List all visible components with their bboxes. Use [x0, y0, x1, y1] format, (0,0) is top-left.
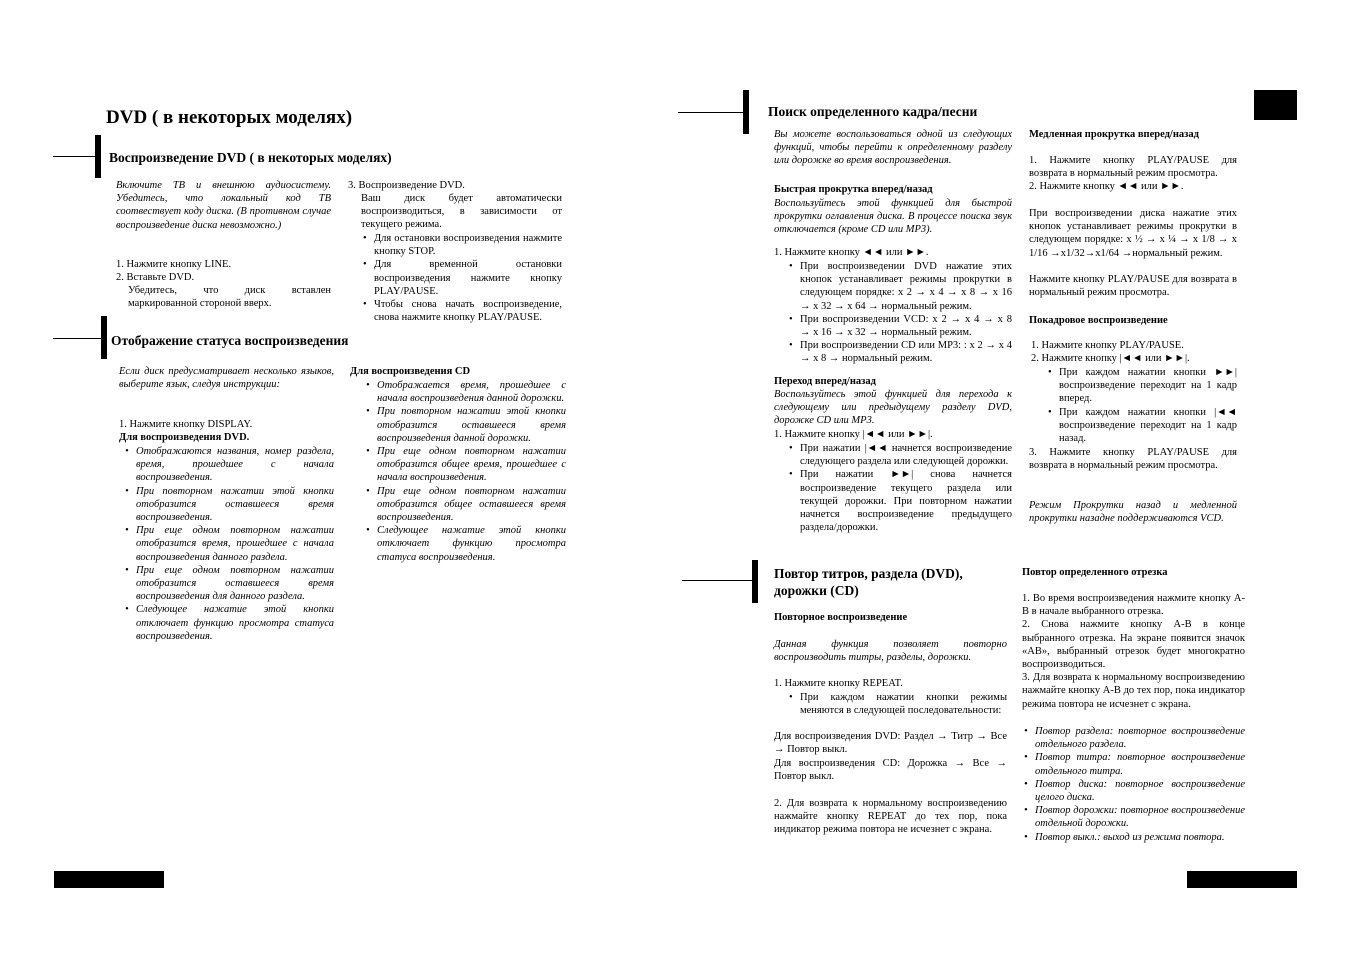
repeat-list	[787, 691, 1007, 717]
frame-step-1: 1. Нажмите кнопку PLAY/PAUSE.	[1031, 340, 1184, 351]
page-title: DVD ( в некоторых моделях)	[106, 107, 353, 128]
list-item: • При повторном нажатии этой кнопки отобразится оставшееся время воспроизведения.	[123, 485, 334, 525]
list-item: • При еще одном повторном нажатии отобразится общее время, прошедшее с начала воспроизведения.	[364, 445, 566, 485]
dvd-intro-text: Включите ТВ и внешнюю аудиосистему. Убедитесь, что локальный код ТВ соотвествует коду диска. (В противном случае воспроизведение диска невозможно.)	[116, 180, 331, 231]
list-item: • При каждом нажатии кнопки режимы меняются в следующей последовательности:	[787, 691, 1007, 717]
list-item: • При воспроизведении VCD: x 2 → x 4 → x 8 → x 16 → x 32 → нормальный режим.	[787, 313, 1012, 339]
fast-scan-title: Быстрая прокрутка вперед/назад	[774, 184, 933, 195]
footer-bar-left	[54, 871, 164, 888]
heading-rule	[53, 156, 95, 157]
frame-step-3: 3. Нажмите кнопку PLAY/PAUSE для возврата в нормальный режим просмотра.	[1029, 447, 1237, 472]
heading-rule	[678, 112, 743, 113]
list-item: • Повтор диска: повторное воспроизведение целого диска.	[1022, 778, 1245, 804]
section-heading-status-display: Отображение статуса воспроизведения	[111, 333, 349, 348]
repeat-step-1: 1. Нажмите кнопку REPEAT.	[774, 678, 903, 689]
ab-repeat-steps	[1022, 592, 1245, 711]
heading-marker	[743, 90, 749, 134]
dvd-step-2-note: Убедитесь, что диск вставлен маркированной стороной вверх.	[128, 285, 331, 310]
heading-rule	[53, 338, 101, 339]
dvd-step-1: 1. Нажмите кнопку LINE.	[116, 259, 232, 270]
list-item: 1. Нажмите кнопку PLAY/PAUSE для возврата в нормальный режим просмотра.	[1029, 155, 1237, 180]
frame-list	[1046, 366, 1237, 445]
list-item: 3. Для возврата к нормальному воспроизведению нажмайте кнопку A-B до тех пор, пока индикатор режима повтора не исчезнет с экрана.	[1022, 672, 1245, 710]
slow-scan-text: При воспроизведении диска нажатие этих кнопок устанавливает режимы прокрутки в следующем порядке: x ½ → x ¼ → x 1/8 → x 1/16 →x1/32→x1/64 →нормальный режим.	[1029, 208, 1237, 259]
list-item: • Отображается время, прошедшее с начала воспроизведения данной дорожки.	[364, 379, 566, 405]
list-item: • Следующее нажатие этой кнопки отключает функцию просмотра статуса воспроизведения.	[123, 603, 334, 643]
skip-step-1: 1. Нажмите кнопку |◄◄ или ►►|.	[774, 429, 933, 440]
list-item: • При повторном нажатии этой кнопки отобразится оставшееся время воспроизведения данной дорожки.	[364, 405, 566, 445]
list-item: • Повтор титра: повторное воспроизведение отдельного титра.	[1022, 751, 1245, 777]
search-intro-text: Вы можете воспользоваться одной из следующих функций, чтобы перейти к определенному разделу или дорожке во время воспроизведения.	[774, 129, 1012, 167]
frame-advance-title: Покадровое воспроизведение	[1029, 315, 1168, 326]
dvd-status-title: Для воспроизведения DVD.	[119, 432, 250, 443]
repeat-intro: Данная функция позволяет повторно воспроизводить титры, разделы, дорожки.	[774, 639, 1007, 664]
frame-step-2: 2. Нажмите кнопку |◄◄ или ►►|.	[1031, 353, 1190, 364]
list-item: • Для остановки воспроизведения нажмите кнопку STOP.	[361, 232, 562, 258]
list-item: 2. Снова нажмите кнопку A-B в конце выбранного отрезка. На экране появится значок «AB», выбранный отрезок будет многократно воспроизводиться.	[1022, 619, 1245, 671]
dvd-step-2: 2. Вставьте DVD.	[116, 272, 195, 283]
status-intro-text: Если диск предусматривает несколько языков, выберите язык, следуя инструкции:	[119, 366, 334, 391]
slow-scan-text-2: Нажмите кнопку PLAY/PAUSE для возврата в нормальный режим просмотра.	[1029, 274, 1237, 299]
list-item: • При еще одном повторном нажатии отобразится время, прошедшее с начала воспроизведения данного раздела.	[123, 524, 334, 564]
fast-scan-list	[787, 260, 1012, 366]
list-item: • Отображаются названия, номер раздела, время, прошедшее с начала воспроизведения.	[123, 445, 334, 485]
list-item: • При каждом нажатии кнопки |◄◄ воспроизведение переходит на 1 кадр назад.	[1046, 406, 1237, 446]
list-item: • Повтор выкл.: выход из режима повтора.	[1022, 831, 1245, 844]
ab-repeat-list	[1022, 725, 1245, 844]
skip-intro: Воспользуйтесь этой функцией для перехода к следующему или предыдущему разделу DVD, дорожке CD или MP3.	[774, 389, 1012, 427]
dvd-control-list	[361, 232, 562, 324]
list-item: • При еще одном повторном нажатии отобразится оставшееся время воспроизведения для данного раздела.	[123, 564, 334, 604]
dvd-step-3-text: Ваш диск будет автоматически воспроизводиться, в зависимости от текущего режима.	[361, 193, 562, 231]
list-item: • При еще одном повторном нажатии отобразится общее оставшееся время воспроизведения.	[364, 485, 566, 525]
list-item: 1. Во время воспроизведения нажмите кнопку A-B в начале выбранного отрезка.	[1022, 593, 1245, 618]
list-item: • При воспроизведении DVD нажатие этих кнопок устанавливает режимы прокрутки в следующем порядке: x 2 → x 4 → x 8 → x 16 → x 32 → x 64 → нормальный режим.	[787, 260, 1012, 313]
list-item: • При каждом нажатии кнопки ►►| воспроизведение переходит на 1 кадр вперед.	[1046, 366, 1237, 406]
list-item: 2. Нажмите кнопку ◄◄ или ►►.	[1029, 181, 1184, 193]
heading-marker	[752, 560, 758, 603]
list-item: • Для временной остановки воспроизведения нажмите кнопку PLAY/PAUSE.	[361, 258, 562, 298]
vcd-note: Режим Прокрутки назад и медленной прокрутки назадне поддерживаются VCD.	[1029, 500, 1237, 525]
fast-scan-step-1: 1. Нажмите кнопку ◄◄ или ►►.	[774, 247, 929, 258]
list-item: • Следующее нажатие этой кнопки отключает функцию просмотра статуса воспроизведения.	[364, 524, 566, 564]
heading-marker	[95, 135, 101, 178]
dvd-status-list	[123, 445, 334, 643]
skip-list	[787, 442, 1012, 534]
list-item: • При нажатии |◄◄ начнется воспроизведение следующего раздела или следующей дорожки.	[787, 442, 1012, 468]
list-item: • При нажатии ►►| снова начнется воспроизведение текущего раздела или текущей дорожки. При повторном нажатии начнется воспроизведение предыдущего раздела/дорожки.	[787, 468, 1012, 534]
repeat-title: Повторное воспроизведение	[774, 612, 908, 623]
slow-scan-title: Медленная прокрутка вперед/назад	[1029, 129, 1199, 140]
footer-bar-right	[1187, 871, 1297, 888]
repeat-dvd-sequence: Для воспроизведения DVD: Раздел → Титр → Все → Повтор выкл.	[774, 731, 1007, 756]
list-item: • Чтобы снова начать воспроизведение, снова нажмите кнопку PLAY/PAUSE.	[361, 298, 562, 324]
heading-marker	[101, 316, 107, 359]
skip-title: Переход вперед/назад	[774, 376, 876, 387]
page-corner-tab	[1254, 90, 1297, 120]
slow-scan-steps	[1029, 154, 1237, 194]
list-item: • Повтор раздела: повторное воспроизведение отдельного раздела.	[1022, 725, 1245, 751]
cd-status-list	[364, 379, 566, 564]
ab-repeat-title: Повтор определенного отрезка	[1022, 567, 1168, 578]
repeat-cd-sequence: Для воспроизведения CD: Дорожка → Все → Повтор выкл.	[774, 758, 1007, 783]
heading-rule	[682, 580, 752, 581]
cd-status-title: Для воспроизведения CD	[350, 366, 471, 377]
section-heading-repeat: Повтор титров, раздела (DVD), дорожки (CD)	[774, 566, 963, 598]
status-step-1: 1. Нажмите кнопку DISPLAY.	[119, 419, 253, 430]
fast-scan-intro: Воспользуйтесь этой функцией для быстрой прокрутки оглавления диска. В процессе поиска звук отключается (кроме CD или MP3).	[774, 198, 1012, 236]
dvd-step-3: 3. Воспроизведение DVD.	[348, 180, 465, 191]
repeat-step-2: 2. Для возврата к нормальному воспроизведению нажмайте кнопку REPEAT до тех пор, пока индикатор режима повтора не исчезнет с экрана.	[774, 798, 1007, 836]
list-item: • Повтор дорожки: повторное воспроизведение отдельной дорожки.	[1022, 804, 1245, 830]
section-heading-search: Поиск определенного кадра/песни	[768, 104, 978, 119]
list-item: • При воспроизведении CD или MP3: : x 2 → x 4 → x 8 → нормальный режим.	[787, 339, 1012, 365]
section-heading-dvd-playback: Воспроизведение DVD ( в некоторых моделях)	[109, 150, 392, 165]
